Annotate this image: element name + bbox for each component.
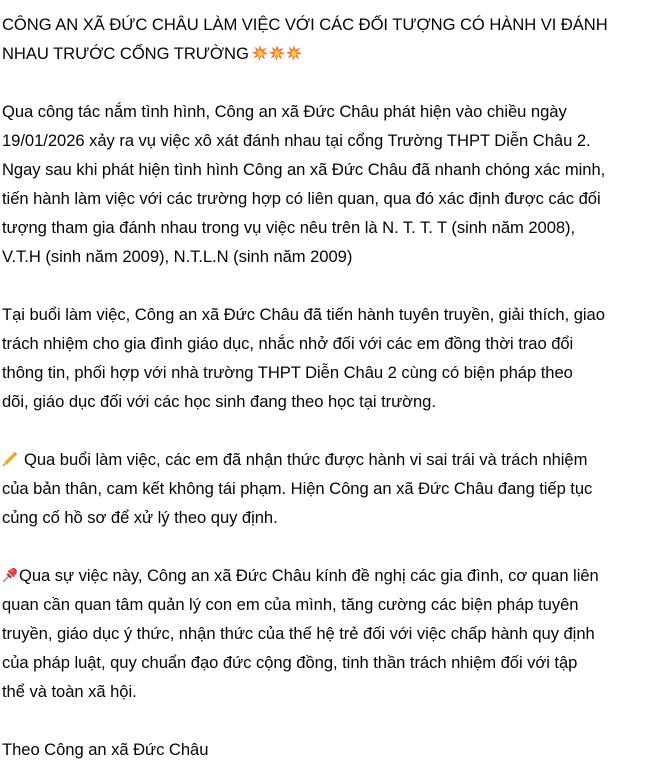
title-line: NHAU TRƯỚC CỔNG TRƯỜNG bbox=[2, 39, 646, 68]
paragraph-line: tượng tham gia đánh nhau trong vụ việc nêu trên là N. T. T. T (sinh năm 2008), bbox=[2, 218, 576, 237]
collision-icon bbox=[269, 45, 285, 61]
paragraph-line: V.T.H (sinh năm 2009), N.T.L.N (sinh năm 2009) bbox=[2, 247, 353, 266]
paragraph-incident bbox=[2, 97, 646, 271]
collision-icon bbox=[252, 45, 268, 61]
paragraph-line: truyền, giáo dục ý thức, nhận thức của thế hệ trẻ đối với việc chấp hành quy định bbox=[2, 624, 595, 643]
paragraph-line: thông tin, phối hợp với nhà trường THPT Diễn Châu 2 cùng có biện pháp theo bbox=[2, 363, 573, 382]
paragraph-line: Tại buổi làm việc, Công an xã Đức Châu đã tiến hành tuyên truyền, giải thích, giao bbox=[2, 305, 605, 324]
post-title bbox=[2, 10, 646, 68]
source-credit bbox=[2, 735, 646, 764]
pencil-icon bbox=[2, 451, 18, 467]
paragraph-commitment bbox=[2, 445, 646, 532]
paragraph-line: củng cố hồ sơ để xử lý theo quy định. bbox=[2, 508, 278, 527]
paragraph-line: thể và toàn xã hội. bbox=[2, 682, 137, 701]
paragraph-line: Ngay sau khi phát hiện tình hình Công an xã Đức Châu đã nhanh chóng xác minh, bbox=[2, 160, 606, 179]
paragraph-line: 19/01/2026 xảy ra vụ việc xô xát đánh nhau tại cổng Trường THPT Diễn Châu 2. bbox=[2, 131, 591, 150]
paragraph-line: trách nhiệm cho gia đình giáo dục, nhắc nhở đối với các em đồng thời trao đổi bbox=[2, 334, 574, 353]
paragraph-line: của bản thân, cam kết không tái phạm. Hiện Công an xã Đức Châu đang tiếp tục bbox=[2, 479, 593, 498]
collision-icon bbox=[286, 45, 302, 61]
paragraph-line: quan cần quan tâm quản lý con em của mình, tăng cường các biện pháp tuyên bbox=[2, 595, 579, 614]
paragraph-line: Qua sự việc này, Công an xã Đức Châu kính đề nghị các gia đình, cơ quan liên bbox=[2, 561, 646, 590]
paragraph-line: Qua buổi làm việc, các em đã nhận thức được hành vi sai trái và trách nhiệm bbox=[2, 445, 646, 474]
pushpin-icon bbox=[2, 567, 18, 583]
paragraph-line: tiến hành làm việc với các trường hợp có liên quan, qua đó xác định được các đối bbox=[2, 189, 601, 208]
collision-icons bbox=[252, 44, 303, 63]
title-line: CÔNG AN XÃ ĐỨC CHÂU LÀM VIỆC VỚI CÁC ĐỐI TƯỢNG CÓ HÀNH VI ĐÁNH bbox=[2, 15, 608, 34]
paragraph-meeting bbox=[2, 300, 646, 416]
paragraph-line: của pháp luật, quy chuẩn đạo đức cộng đồng, tinh thần trách nhiệm đối với tập bbox=[2, 653, 578, 672]
source-line: Theo Công an xã Đức Châu bbox=[2, 740, 209, 759]
paragraph-line: Qua công tác nắm tình hình, Công an xã Đức Châu phát hiện vào chiều ngày bbox=[2, 102, 567, 121]
paragraph-line: dõi, giáo dục đối với các học sinh đang theo học tại trường. bbox=[2, 392, 436, 411]
paragraph-recommendation bbox=[2, 561, 646, 706]
